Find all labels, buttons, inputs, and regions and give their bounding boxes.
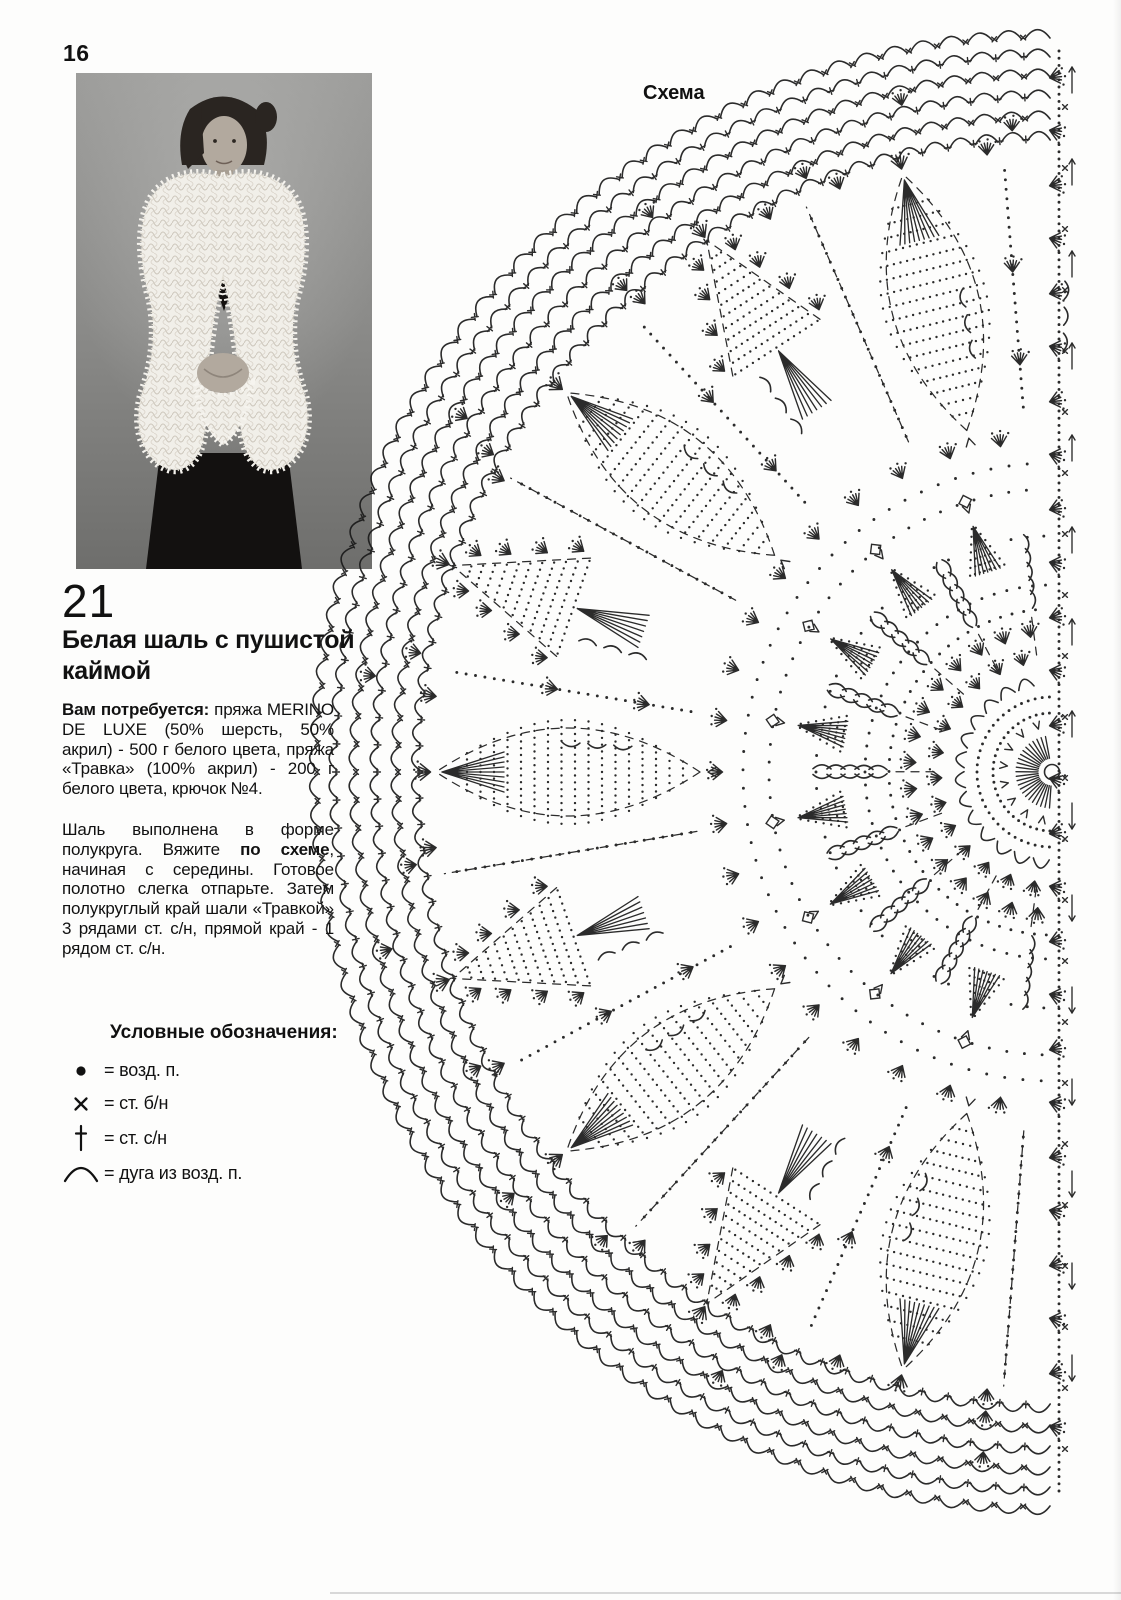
- pattern-number: 21: [62, 575, 116, 627]
- scan-edge-shadow: [1113, 0, 1121, 1600]
- pattern-title: Белая шаль с пушистой каймой: [62, 626, 355, 685]
- materials-text: пряжа MERINO DE LUXE (50% шерсть, 50% акрил) - 500 г белого цвета, пряжа «Травка» (100% акрил) - 200 г белого цвета, крючок №4.: [62, 700, 334, 799]
- legend-item-text: = дуга из возд. п.: [104, 1162, 243, 1183]
- instructions-text-bold: по схеме: [240, 839, 330, 859]
- chart-arcs: [310, 30, 1069, 1515]
- instructions-text-pre: Шаль выполнена в форме полукруга. Вяжите: [62, 820, 334, 859]
- legend-heading: Условные обозначения:: [110, 1022, 338, 1043]
- page-bottom-rule: [330, 1592, 1121, 1594]
- legend-item-text: = ст. с/н: [104, 1127, 167, 1148]
- page-number: 16: [63, 40, 90, 66]
- materials-label: Вам потребуется:: [62, 700, 210, 719]
- instructions-text-post: , начиная с середины. Готовое полотно слегка отпарьте. Затем полукруглый край шали «Травкой» 3 рядами ст. с/н, прямой край - 1 рядом ст. с/н.: [62, 839, 334, 958]
- legend-item-text: = возд. п.: [104, 1059, 180, 1080]
- diagram-label: Схема: [643, 82, 705, 104]
- legend-item-text: = ст. б/н: [104, 1092, 169, 1113]
- chart-dashed-lines: [436, 174, 1037, 1386]
